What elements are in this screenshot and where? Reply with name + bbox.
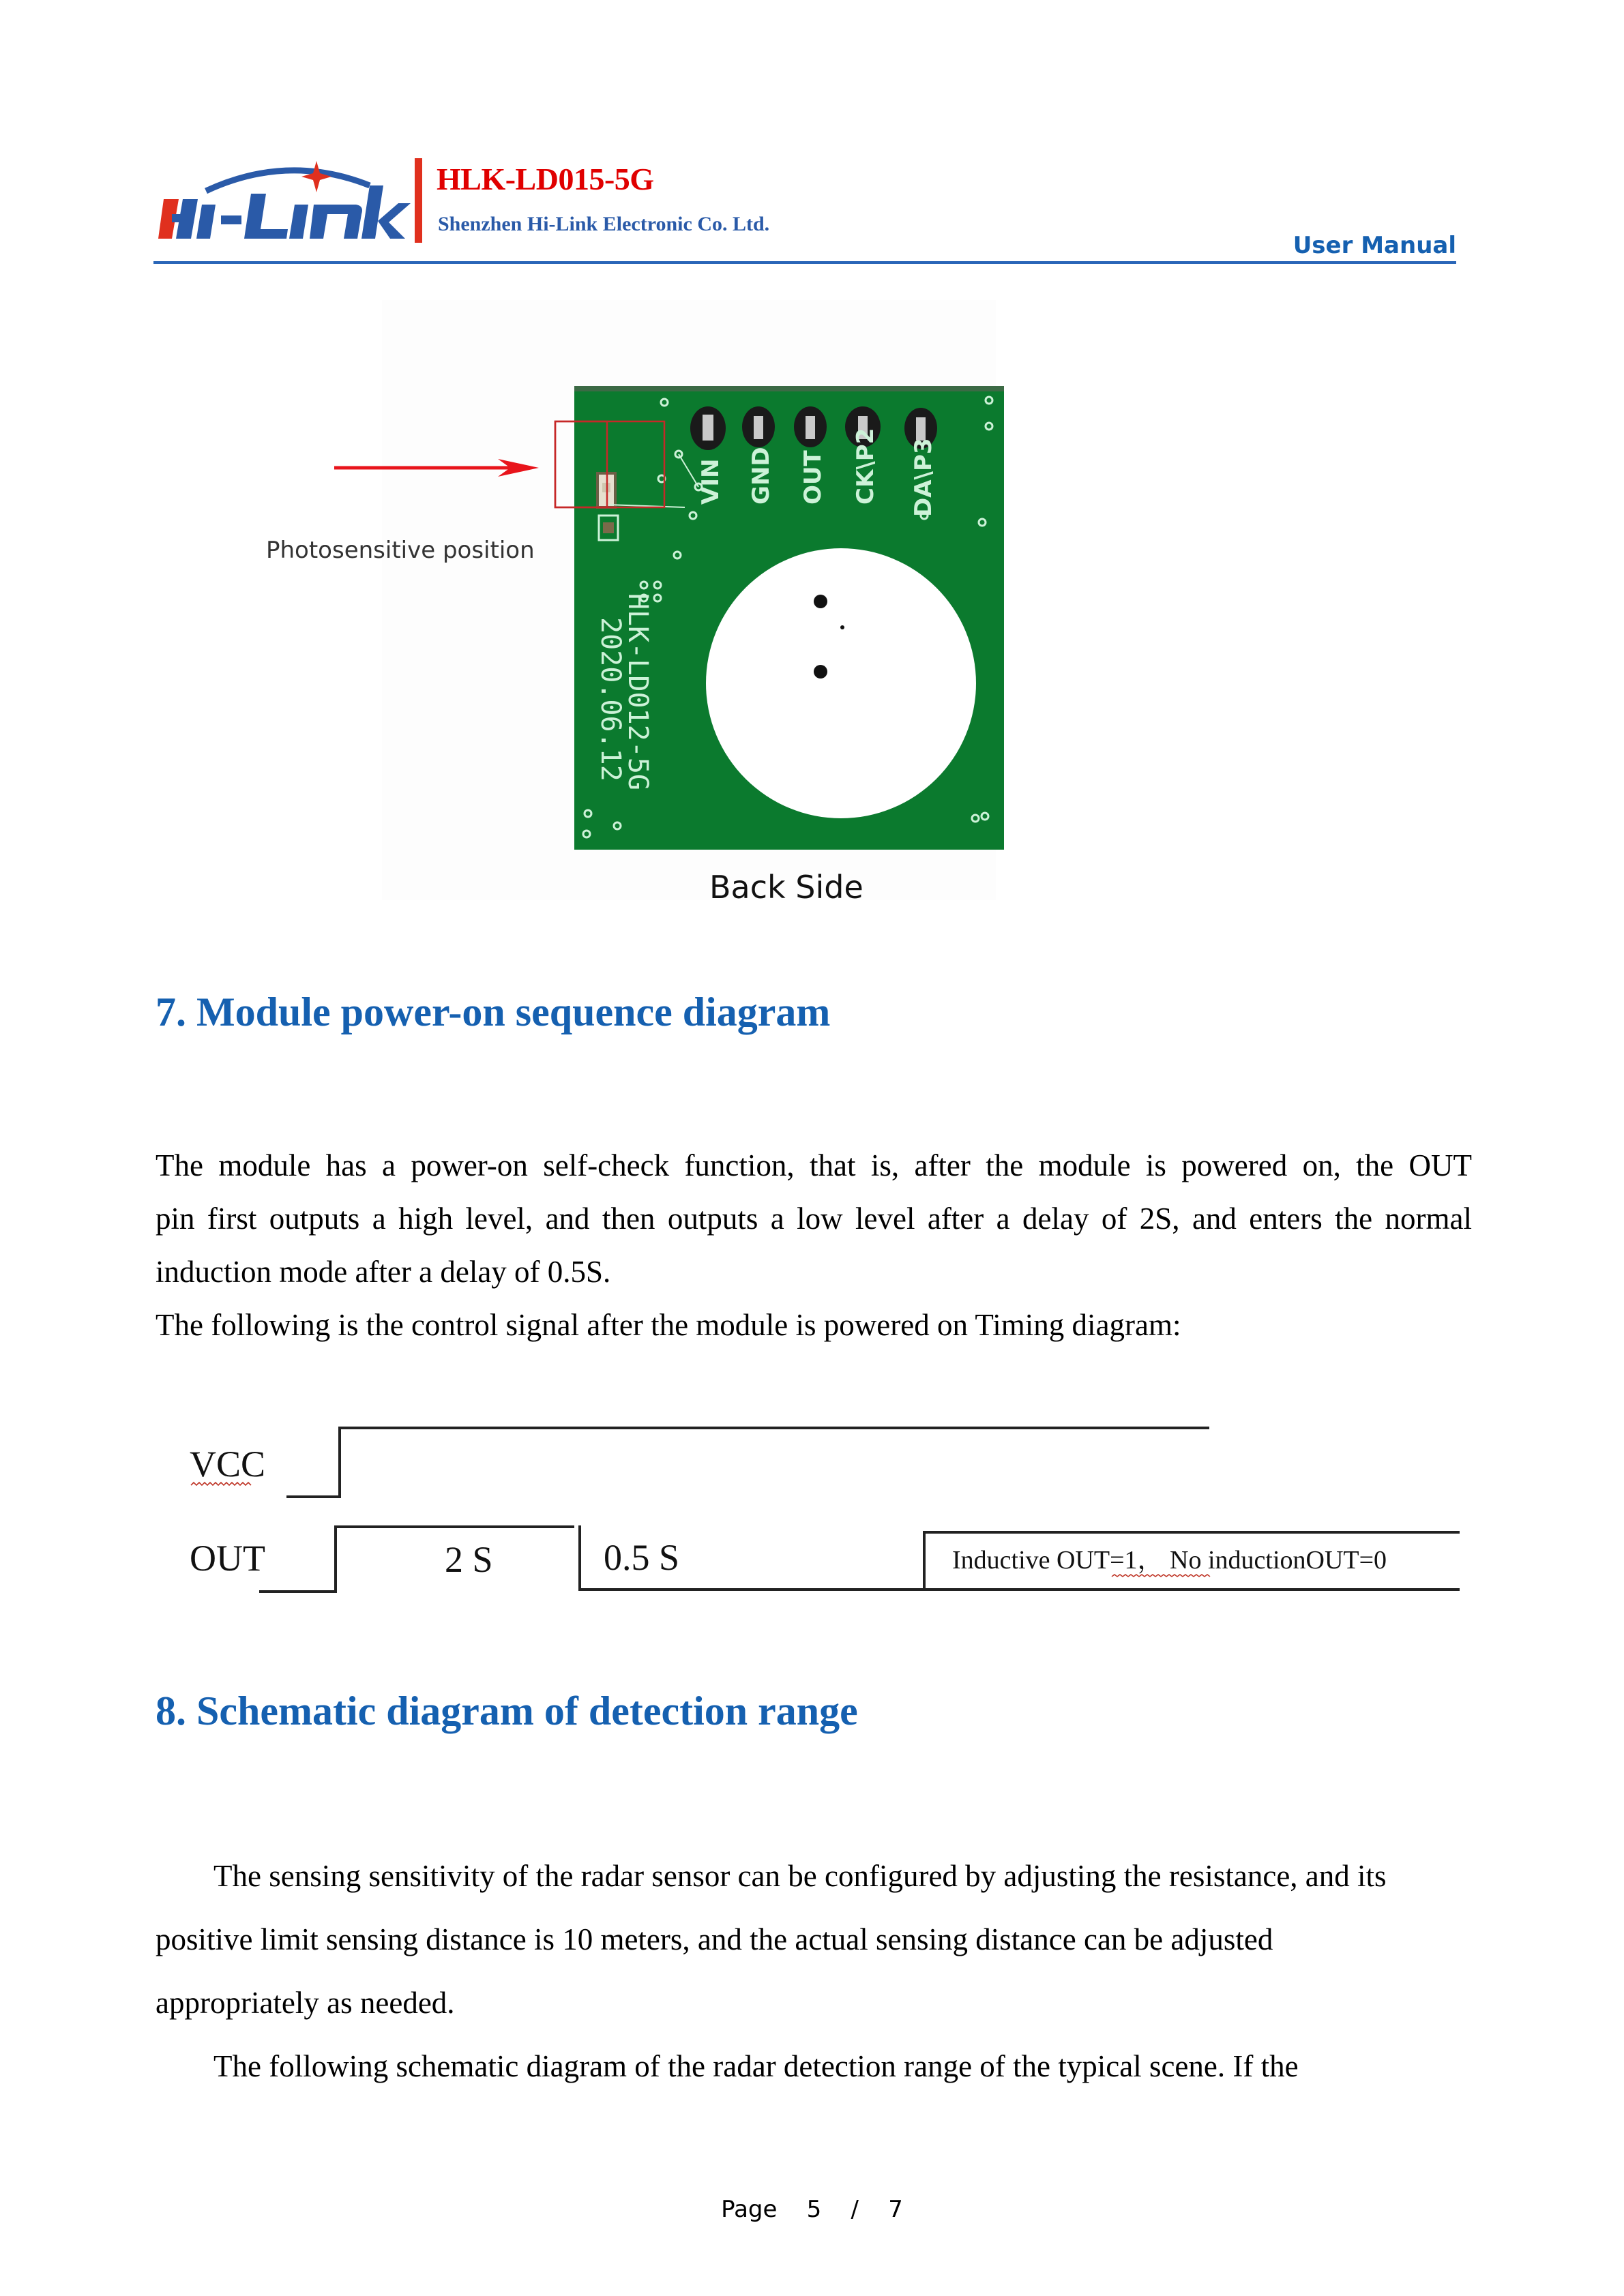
page-separator: / bbox=[851, 2196, 859, 2223]
section-8-heading: 8. Schematic diagram of detection range bbox=[156, 1688, 858, 1733]
pcb-date-text: 2020.06.12 bbox=[595, 617, 626, 781]
current-page: 5 bbox=[806, 2196, 822, 2223]
company-name: Shenzhen Hi-Link Electronic Co. Ltd. bbox=[438, 213, 770, 235]
spellcheck-underline bbox=[1112, 1575, 1210, 1577]
section-8-paragraph bbox=[156, 1845, 1472, 2098]
backside-photo bbox=[266, 300, 996, 906]
paragraph-line: The module has a power-on self-check function, that is, after the module is powered on, the OUT bbox=[156, 1148, 1472, 1182]
signal-label-out: OUT bbox=[190, 1538, 265, 1579]
paragraph-line: pin first outputs a high level, and then outputs a low level after a delay of 2S, and enters the normal bbox=[156, 1202, 1472, 1236]
pin-label: VIN bbox=[697, 458, 724, 505]
timing-diagram-svg bbox=[164, 1405, 1387, 1609]
page-label: Page bbox=[721, 2196, 778, 2223]
timing-diagram bbox=[164, 1405, 1387, 1609]
header-rule bbox=[153, 261, 1456, 264]
header-divider-bar bbox=[415, 158, 422, 243]
vcc-waveform bbox=[286, 1428, 1209, 1497]
paragraph-line: The following is the control signal after the module is powered on Timing diagram: bbox=[156, 1308, 1181, 1342]
mode-note: Inductive OUT=1， No inductionOUT=0 bbox=[952, 1546, 1387, 1575]
section-7-heading: 7. Module power-on sequence diagram bbox=[156, 989, 831, 1034]
paragraph-line: positive limit sensing distance is 10 meters, and the actual sensing distance can be adjusted bbox=[156, 1922, 1273, 1956]
pin-label: CK\P2 bbox=[852, 428, 879, 505]
paragraph-line: The sensing sensitivity of the radar sensor can be configured by adjusting the resistance, and its bbox=[213, 1859, 1387, 1893]
paragraph-line: The following schematic diagram of the radar detection range of the typical scene. If the bbox=[213, 2049, 1299, 2083]
pin-label: GND bbox=[748, 447, 775, 505]
interval-label-05s: 0.5 S bbox=[604, 1537, 680, 1578]
document-type-label: User Manual bbox=[1293, 232, 1456, 259]
out-waveform bbox=[259, 1527, 574, 1592]
paragraph-line: induction mode after a delay of 0.5S. bbox=[156, 1255, 611, 1289]
pin-label: DA\P3 bbox=[910, 438, 937, 517]
page-footer bbox=[0, 2196, 1624, 2223]
photo-caption: Back Side bbox=[709, 869, 863, 906]
section-7-paragraph bbox=[156, 1139, 1472, 1352]
paragraph-line: appropriately as needed. bbox=[156, 1986, 455, 2020]
product-title: HLK-LD015-5G bbox=[437, 162, 654, 196]
pcb-model-text: HLK-LD012-5G bbox=[622, 593, 653, 790]
pin-label: OUT bbox=[799, 450, 827, 505]
photosensitive-label: Photosensitive position bbox=[266, 537, 535, 564]
pcb-backside-illustration bbox=[266, 300, 996, 906]
hi-link-logo bbox=[158, 158, 411, 247]
pcb-board bbox=[574, 386, 1004, 850]
total-pages: 7 bbox=[888, 2196, 903, 2223]
radar-antenna-area bbox=[706, 548, 976, 818]
interval-label-2s: 2 S bbox=[445, 1539, 493, 1580]
hi-link-logo-icon bbox=[158, 158, 411, 247]
signal-label-vcc: VCC bbox=[190, 1444, 266, 1485]
